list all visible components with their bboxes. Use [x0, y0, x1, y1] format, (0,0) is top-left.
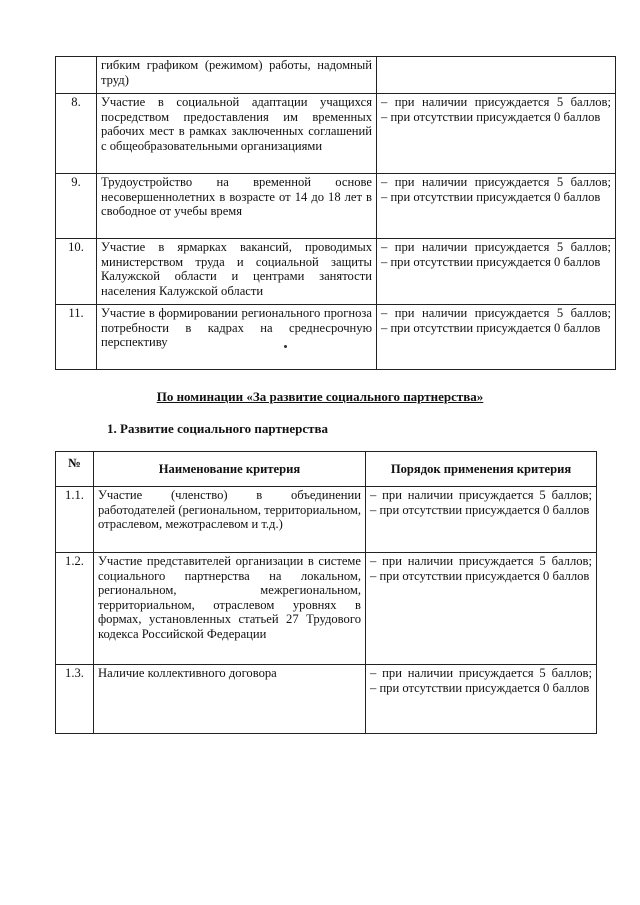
- row-number: 1.2.: [56, 553, 94, 665]
- rule-cell: [366, 665, 597, 734]
- table-row: [56, 174, 616, 239]
- rule-cell: [377, 174, 616, 239]
- table-row: [56, 665, 597, 734]
- row-number: 11.: [56, 305, 97, 370]
- header-rule: Порядок применения критерия: [366, 452, 597, 487]
- table-row: [56, 239, 616, 305]
- rule-present: – при наличии присуждается 5 баллов;: [381, 95, 611, 109]
- table-row: [56, 305, 616, 370]
- row-number: 1.1.: [56, 487, 94, 553]
- rule-present: – при наличии присуждается 5 баллов;: [370, 554, 592, 568]
- row-number: 10.: [56, 239, 97, 305]
- criterion-text: гибким графиком (режимом) работы, надомный труд): [97, 57, 377, 94]
- criterion-text: Трудоустройство на временной основе несовершеннолетних в возрасте от 14 до 18 лет в свободное от учебы время: [97, 174, 377, 239]
- criterion-text: Участие в социальной адаптации учащихся посредством предоставления им временных рабочих мест в рамках заключенных соглашений с общеобразовательными организациями: [97, 94, 377, 174]
- table-row: [56, 94, 616, 174]
- rule-cell: [366, 487, 597, 553]
- rule-cell: [377, 305, 616, 370]
- criterion-text: Наличие коллективного договора: [94, 665, 366, 734]
- rule-cell: [377, 94, 616, 174]
- rule-present: – при наличии присуждается 5 баллов;: [370, 666, 592, 680]
- table-row: [56, 487, 597, 553]
- table-header-row: [56, 452, 597, 487]
- table-row: [56, 57, 616, 94]
- header-criterion: Наименование критерия: [94, 452, 366, 487]
- rule-present: – при наличии присуждается 5 баллов;: [370, 488, 592, 502]
- header-number: №: [56, 452, 94, 487]
- scan-speck: [284, 345, 287, 348]
- rule-absent: – при отсутствии присуждается 0 баллов: [381, 254, 601, 269]
- nomination-heading: По номинации «За развитие социального партнерства»: [156, 389, 484, 404]
- rule-absent: – при отсутствии присуждается 0 баллов: [381, 109, 601, 124]
- row-number: [56, 57, 97, 94]
- rule-present: – при наличии присуждается 5 баллов;: [381, 175, 611, 189]
- rule-absent: – при отсутствии присуждается 0 баллов: [370, 568, 590, 583]
- row-number: 1.3.: [56, 665, 94, 734]
- criteria-table-continued: [55, 56, 616, 370]
- criterion-text: Участие в ярмарках вакансий, проводимых министерством труда и социальной защиты Калужской области и центрами занятости населения Калужской области: [97, 239, 377, 305]
- criteria-table-partnership: [55, 451, 597, 734]
- rule-cell: [377, 239, 616, 305]
- section-heading: 1. Развитие социального партнерства: [107, 421, 329, 436]
- row-number: 9.: [56, 174, 97, 239]
- rule-absent: – при отсутствии присуждается 0 баллов: [370, 680, 590, 695]
- row-number: 8.: [56, 94, 97, 174]
- rule-cell: [377, 57, 616, 94]
- criterion-text: Участие (членство) в объединении работодателей (региональном, территориальном, отраслевом, межотраслевом и т.д.): [94, 487, 366, 553]
- table-row: [56, 553, 597, 665]
- criterion-text: Участие в формировании регионального прогноза потребности в кадрах на среднесрочную перспективу: [97, 305, 377, 370]
- rule-present: – при наличии присуждается 5 баллов;: [381, 240, 611, 254]
- rule-cell: [366, 553, 597, 665]
- rule-absent: – при отсутствии присуждается 0 баллов: [370, 502, 590, 517]
- criterion-text: Участие представителей организации в системе социального партнерства на локальном, региональном, межрегиональном, территориальном, отраслевом уровнях в формах, установленных статьей 27 Трудового кодекса Российской Федерации: [94, 553, 366, 665]
- rule-absent: – при отсутствии присуждается 0 баллов: [381, 189, 601, 204]
- rule-absent: – при отсутствии присуждается 0 баллов: [381, 320, 601, 335]
- rule-present: – при наличии присуждается 5 баллов;: [381, 306, 611, 320]
